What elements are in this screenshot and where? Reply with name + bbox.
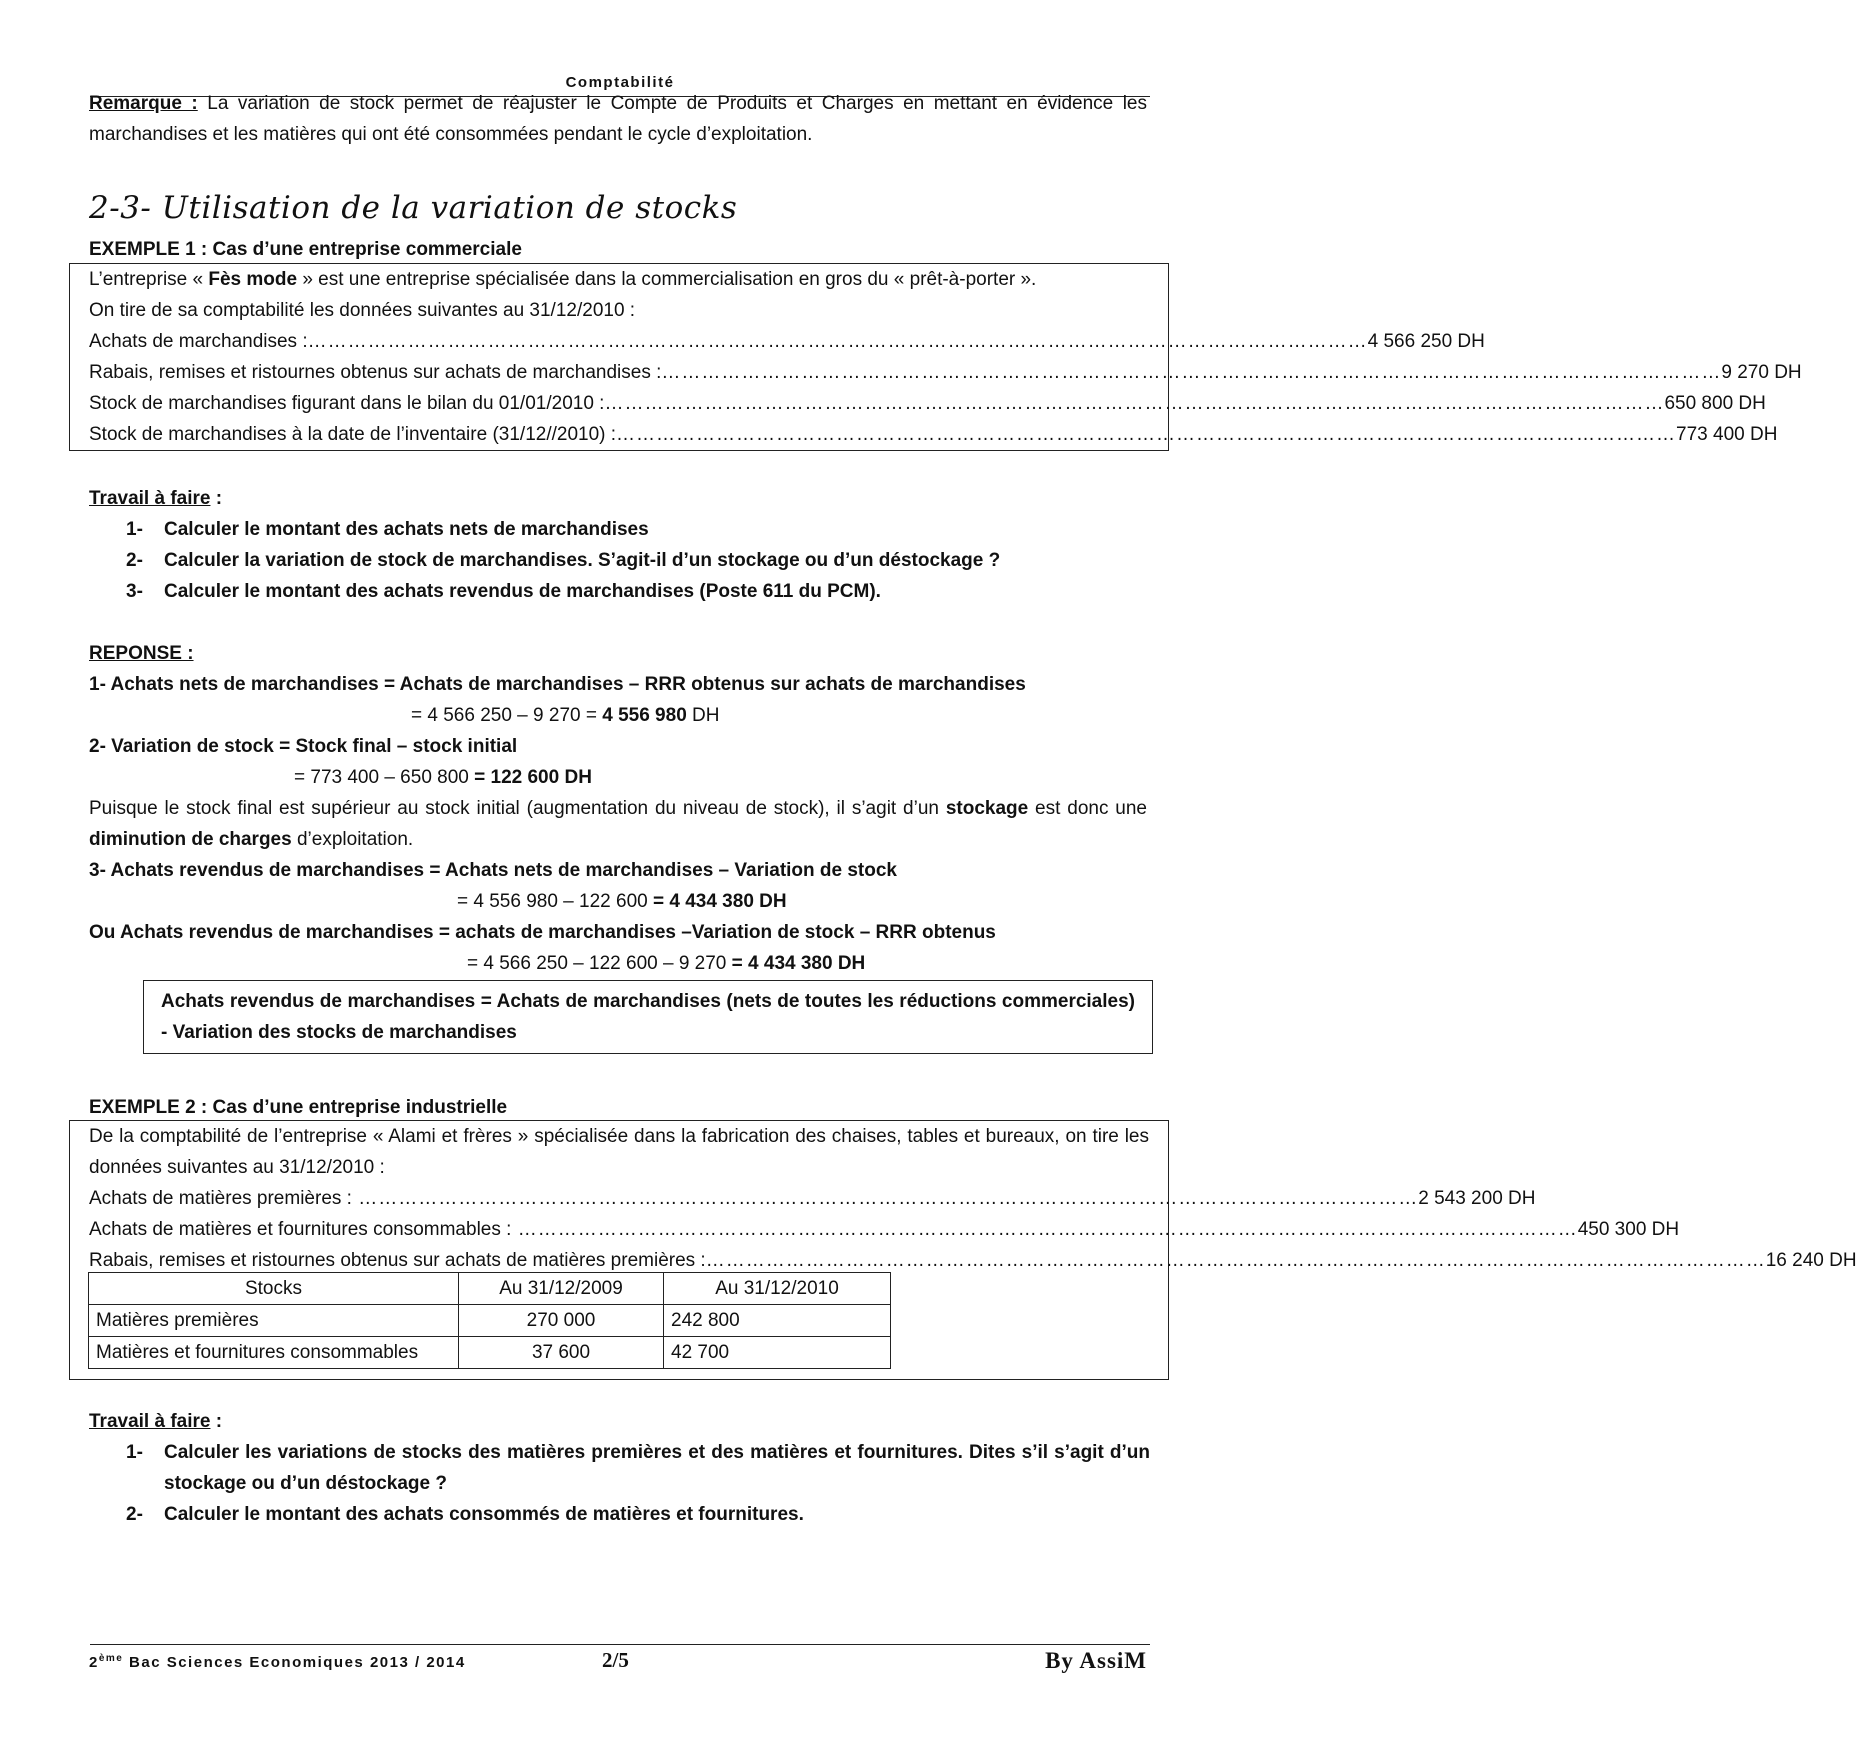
section-title: 2-3- Utilisation de la variation de stocks <box>89 190 738 226</box>
task-item: 2- Calculer la variation de stock de marchandises. S’agit-il d’un stockage ou d’un déstockage ? <box>126 550 1001 571</box>
answer-2-calc: = 773 400 – 650 800 = 122 600 DH <box>294 767 592 788</box>
example1-travail-heading: Travail à faire : <box>89 488 223 509</box>
table-header-row <box>89 1273 891 1305</box>
stocks-table <box>88 1272 891 1369</box>
table-cell: 242 800 <box>664 1305 891 1337</box>
table-row <box>89 1337 891 1369</box>
task-item: 2- Calculer le montant des achats consommés de matières et fournitures. <box>126 1504 804 1525</box>
table-cell: 270 000 <box>459 1305 664 1337</box>
task-item: 3- Calculer le montant des achats revendus de marchandises (Poste 611 du PCM). <box>126 581 881 602</box>
task-item: 1- Calculer les variations de stocks des matières premières et des matières et fournitures. Dites s’il s’agit d’un stockage ou d’un déstockage ? <box>126 1442 1150 1494</box>
example1-item: Rabais, remises et ristournes obtenus sur achats de marchandises : …………………………………………………………………………………………………………………………………………… 9 270 DH <box>89 362 1802 383</box>
example1-heading: EXEMPLE 1 : Cas d’une entreprise commerciale <box>89 239 522 260</box>
footer-level: 2ème Bac Sciences Economiques 2013 / 2014 <box>89 1653 466 1671</box>
example2-travail-heading: Travail à faire : <box>89 1411 223 1432</box>
answer-2: 2- Variation de stock = Stock final – stock initial <box>89 736 518 757</box>
example1-task-list <box>126 514 1150 607</box>
footer-author: By AssiM <box>1045 1648 1147 1673</box>
example2-item: Achats de matières et fournitures consommables : …………………………………………………………………………………………………………………………………………… 450 300 DH <box>89 1219 1680 1240</box>
remarque-text: La variation de stock permet de réajuster le Compte de Produits et Charges en mettant en évidence les marchandises et les matières qui ont été consommées pendant le cycle d’exploitation. <box>89 93 1148 145</box>
remarque-paragraph <box>89 88 1147 150</box>
answer-3: 3- Achats revendus de marchandises = Achats nets de marchandises – Variation de stock <box>89 860 898 881</box>
example2-heading: EXEMPLE 2 : Cas d’une entreprise industrielle <box>89 1097 508 1118</box>
example1-item: Achats de marchandises : …………………………………………………………………………………………………………………………………………… 4 566 250 DH <box>89 331 1485 352</box>
formula-box <box>143 980 1153 1054</box>
table-header-cell: Stocks <box>89 1273 459 1305</box>
example1-item: Stock de marchandises à la date de l’inventaire (31/12//2010) : …………………………………………………………………………………………………………………………………………… 773 400 DH <box>89 424 1778 445</box>
page-number: 2/5 <box>602 1648 629 1672</box>
reponse-heading: REPONSE : <box>89 643 194 664</box>
footer-rule <box>90 1644 1150 1645</box>
answer-1: 1- Achats nets de marchandises = Achats de marchandises – RRR obtenus sur achats de marchandises <box>89 674 1026 695</box>
page-header: Comptabilité <box>565 74 675 91</box>
table-cell: 37 600 <box>459 1337 664 1369</box>
example2-item: Rabais, remises et ristournes obtenus sur achats de matières premières : …………………………………………………………………………………………………………………………………………… 16 240 DH <box>89 1250 1857 1271</box>
example1-item: Stock de marchandises figurant dans le bilan du 01/01/2010 : …………………………………………………………………………………………………………………………………………… 650 800 DH <box>89 393 1766 414</box>
remarque-label: Remarque : <box>89 93 198 114</box>
table-row <box>89 1305 891 1337</box>
answer-4-calc: = 4 566 250 – 122 600 – 9 270 = 4 434 380 DH <box>467 953 866 974</box>
example1-intro: L’entreprise « Fès mode » est une entreprise spécialisée dans la commercialisation en gros du « prêt-à-porter ». <box>89 269 1037 290</box>
answer-3-calc: = 4 556 980 – 122 600 = 4 434 380 DH <box>457 891 787 912</box>
example2-task-list <box>126 1437 1150 1530</box>
table-cell: Matières et fournitures consommables <box>89 1337 459 1369</box>
company-name: Fès mode <box>208 269 298 290</box>
example2-intro: De la comptabilité de l’entreprise « Alami et frères » spécialisée dans la fabrication des chaises, tables et bureaux, on tire les données suivantes au 31/12/2010 : <box>89 1126 1149 1178</box>
table-cell: Matières premières <box>89 1305 459 1337</box>
example2-item: Achats de matières premières : …………………………………………………………………………………………………………………………………………… 2 543 200 DH <box>89 1188 1536 1209</box>
answer-2-explanation: Puisque le stock final est supérieur au stock initial (augmentation du niveau de stock), il s’agit d’un stockage est donc une diminution de charges d’exploitation. <box>89 798 1147 850</box>
formula-text: Achats revendus de marchandises = Achats de marchandises (nets de toutes les réductions commerciales) - Variation des stocks de marchandises <box>161 991 1135 1043</box>
example1-data-box <box>69 263 1802 451</box>
example1-intro2: On tire de sa comptabilité les données suivantes au 31/12/2010 : <box>89 300 636 321</box>
answer-4: Ou Achats revendus de marchandises = achats de marchandises –Variation de stock – RRR obtenus <box>89 922 996 943</box>
task-item: 1- Calculer le montant des achats nets de marchandises <box>126 519 649 540</box>
table-cell: 42 700 <box>664 1337 891 1369</box>
answer-1-calc: = 4 566 250 – 9 270 = 4 556 980 DH <box>411 705 720 726</box>
table-header-cell: Au 31/12/2009 <box>459 1273 664 1305</box>
table-header-cell: Au 31/12/2010 <box>664 1273 891 1305</box>
